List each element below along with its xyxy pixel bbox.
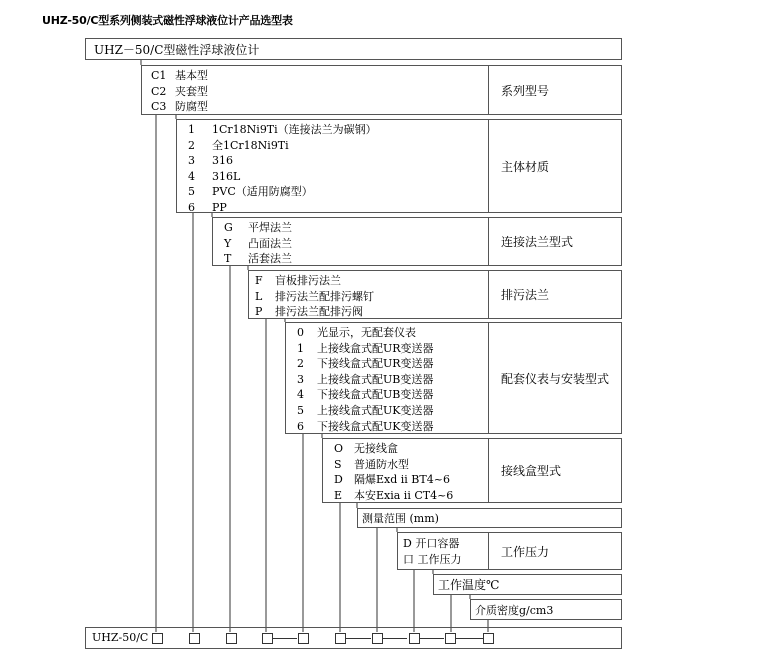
option-row: E 本安Exia ii CT4~6 — [334, 488, 454, 502]
option-row: 0 光显示，无配套仪表 — [297, 326, 416, 339]
code-slot-measure-range[interactable] — [372, 633, 383, 644]
series-model-label: 系列型号 — [488, 66, 621, 114]
working-pressure-label: 工作压力 — [488, 533, 621, 569]
option-row: 1 上接线盒式配UR变送器 — [297, 341, 434, 355]
page-title: UHZ-50/C型系列侧装式磁性浮球液位计产品选型表 — [42, 14, 293, 27]
measure-range-label: 测量范围 (mm) — [362, 512, 439, 525]
flange-options — [224, 220, 292, 267]
body-material-box — [176, 119, 622, 213]
series-options — [151, 68, 208, 115]
option-row: 口 工作压力 — [403, 552, 462, 566]
option-row: C3 防腐型 — [151, 100, 208, 114]
instrument-mount-label: 配套仪表与安装型式 — [488, 323, 621, 433]
drain-flange-label: 排污法兰 — [488, 271, 621, 318]
working-temperature-box — [433, 574, 622, 595]
option-row: T 活套法兰 — [224, 252, 292, 266]
drain-flange-box — [248, 270, 622, 319]
code-dashes — [86, 628, 623, 650]
option-row: Y 凸面法兰 — [224, 236, 292, 250]
option-row: 4 316L — [188, 169, 241, 183]
option-row: C2 夹套型 — [151, 84, 208, 98]
flange-type-box — [212, 217, 622, 266]
medium-density-box — [470, 599, 622, 620]
body-material-label: 主体材质 — [488, 120, 621, 212]
working-temperature-label: 工作温度℃ — [438, 578, 500, 592]
working-pressure-box — [397, 532, 622, 570]
code-slot-pressure[interactable] — [409, 633, 420, 644]
option-row: 4 下接线盒式配UB变送器 — [297, 388, 434, 402]
instrument-options — [297, 325, 434, 434]
code-slot-instrument[interactable] — [298, 633, 309, 644]
option-row: 2 全1Cr18Ni9Ti — [188, 138, 289, 152]
pressure-options — [403, 536, 462, 567]
drain-options — [255, 273, 374, 320]
option-row: 2 下接线盒式配UR变送器 — [297, 357, 434, 371]
medium-density-label: 介质密度g/cm3 — [475, 603, 554, 617]
option-row: P 排污法兰配排污阀 — [255, 305, 363, 319]
code-slot-junction-box[interactable] — [335, 633, 346, 644]
option-row: C1 基本型 — [151, 69, 208, 82]
option-row: 3 上接线盒式配UB变送器 — [297, 372, 434, 386]
flange-type-label: 连接法兰型式 — [488, 218, 621, 265]
option-row: O 无接线盒 — [334, 442, 398, 455]
series-model-box — [141, 65, 622, 115]
code-slot-series[interactable] — [152, 633, 163, 644]
option-row: 5 上接线盒式配UK变送器 — [297, 403, 434, 417]
measure-range-box — [357, 508, 622, 528]
code-slot-flange[interactable] — [226, 633, 237, 644]
option-row: D 隔爆Exd ii BT4~6 — [334, 473, 450, 487]
option-row: 3 316 — [188, 154, 233, 168]
code-slot-density[interactable] — [483, 633, 494, 644]
code-slot-material[interactable] — [189, 633, 200, 644]
option-row: 1 1Cr18Ni9Ti（连接法兰为碳钢） — [188, 123, 377, 136]
junction-options — [334, 441, 453, 503]
option-row: D 开口容器 — [403, 537, 460, 550]
model-header-text: UHZ－50/C型磁性浮球液位计 — [94, 42, 260, 57]
option-row: 6 PP — [188, 200, 227, 214]
code-slot-drain[interactable] — [262, 633, 273, 644]
option-row: 5 PVC（适用防腐型） — [188, 185, 313, 199]
option-row: F 盲板排污法兰 — [255, 274, 341, 287]
option-row: G 平焊法兰 — [224, 221, 292, 234]
junction-box-type-box — [322, 438, 622, 503]
junction-box-type-label: 接线盒型式 — [488, 439, 621, 502]
option-row: L 排污法兰配排污螺钉 — [255, 289, 374, 303]
option-row: 6 下接线盒式配UK变送器 — [297, 419, 434, 433]
instrument-mount-box — [285, 322, 622, 434]
model-code-bar — [85, 627, 622, 649]
code-slot-temperature[interactable] — [445, 633, 456, 644]
model-header-box — [85, 38, 622, 60]
model-code-base: UHZ-50/C — [92, 631, 149, 644]
option-row: S 普通防水型 — [334, 457, 409, 471]
material-options — [188, 122, 377, 216]
